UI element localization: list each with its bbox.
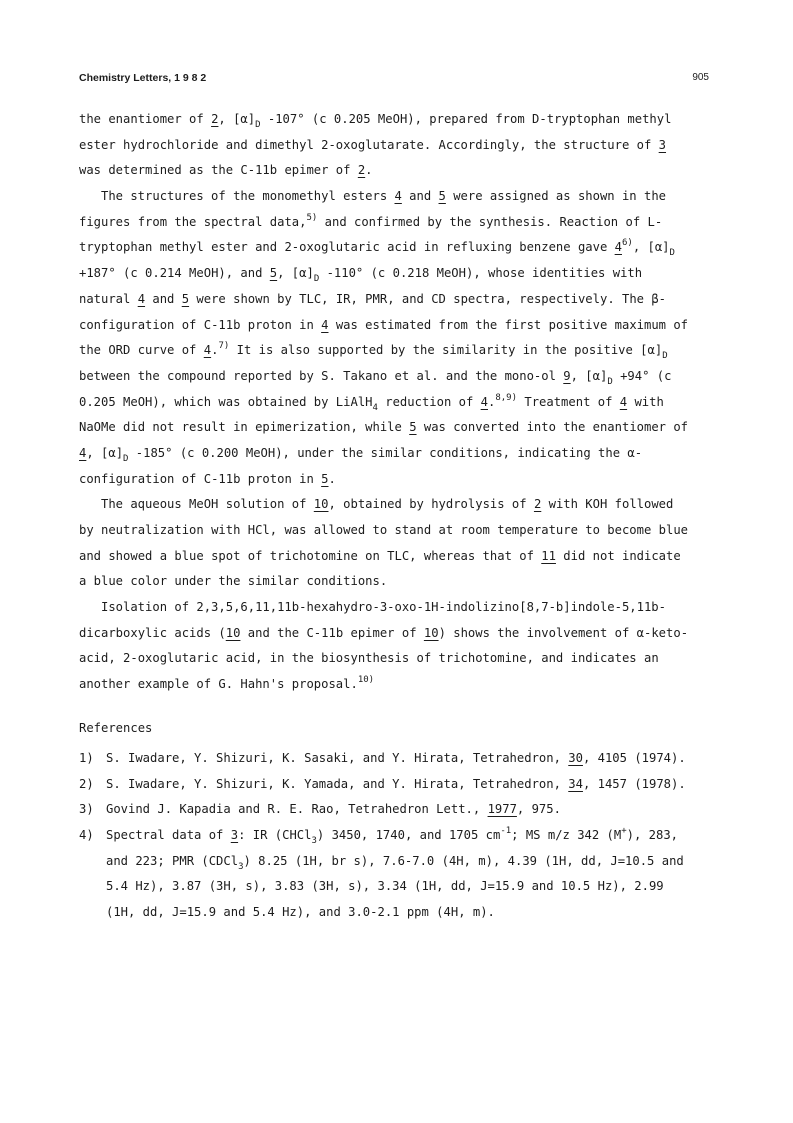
text-run: were assigned as shown in the [445,189,666,204]
body-line [79,261,719,287]
body-line [79,544,719,570]
text-run: configuration of C-11b proton in [79,317,322,332]
body-line [79,235,719,261]
text-run: tryptophan methyl ester and 2-oxoglutaric acid in refluxing benzene gave [79,240,615,255]
reference-number: 2) [79,776,94,791]
citation-superscript: 6) [621,238,633,249]
text-run: . [365,163,373,178]
text-run: -110° (c 0.218 MeOH), whose identities with [319,266,643,281]
text-run: the enantiomer of [79,112,212,126]
text-run: +187° (c 0.214 MeOH), and [79,266,270,281]
text-run: a blue color under the similar conditions. [79,574,388,589]
text-run: natural [79,291,138,306]
compound-ref: 2 [533,497,542,512]
references-list [79,746,719,926]
text-run: Treatment of [517,394,620,409]
text-run: ; MS m/z 342 (M [511,828,622,843]
compound-ref: 4 [79,445,87,460]
compound-ref: 10 [225,625,241,640]
volume-number: 1977 [487,802,517,817]
text-run: , 4105 (1974). [582,751,686,765]
body-line [79,518,719,544]
text-run: Govind J. Kapadia and R. E. Rao, Tetrahedron Lett., [106,802,488,817]
reference-continuation [79,874,719,900]
body-line [79,415,719,441]
text-run: acid, 2-oxoglutaric acid, in the biosynthesis of trichotomine, and indicates an [79,651,659,666]
reference-number: 3) [79,802,94,817]
body-line [79,287,719,313]
text-run: : IR (CHCl [238,828,312,843]
body-line [79,492,719,518]
compound-ref: 4 [321,317,329,332]
body-line [79,133,719,159]
text-run: . [488,394,496,409]
citation-superscript: 8,9) [495,392,518,403]
text-run: The structures of the monomethyl esters [101,189,395,204]
body-line [79,390,719,416]
superscript: -1 [500,826,512,837]
text-run: -107° (c 0.205 MeOH), prepared from D-tryptophan methyl [260,112,672,126]
subscript: D [669,248,675,259]
body-line [79,621,719,647]
compound-ref: 10 [313,497,329,512]
compound-ref: 4 [394,189,402,204]
compound-ref: 4 [480,394,488,409]
compound-ref: 2 [357,163,366,178]
text-run: configuration of C-11b proton in [79,471,322,486]
references-heading: References [79,721,153,735]
superscript: + [621,826,627,837]
text-run: was estimated from the first positive maximum of [328,317,689,332]
compound-ref: 3 [658,137,667,152]
subscript: D [607,376,613,387]
body-line [79,672,719,698]
text-run: dicarboxylic acids ( [79,625,226,640]
compound-ref: 4 [619,394,628,409]
text-run: and confirmed by the synthesis. Reaction of L- [317,214,663,229]
text-run: S. Iwadare, Y. Shizuri, K. Yamada, and Y. Hirata, Tetrahedron, [106,776,569,791]
compound-ref: 5 [438,189,446,204]
text-run: another example of G. Hahn's proposal. [79,677,358,692]
compound-ref: 5 [409,420,417,435]
text-run: reduction of [377,394,481,409]
body-line [79,338,719,364]
text-run: and [145,291,182,306]
text-run: S. Iwadare, Y. Shizuri, K. Sasaki, and Y. Hirata, Tetrahedron, [106,751,569,765]
text-run: were shown by TLC, IR, PMR, and CD spectra, respectively. The β- [189,291,667,306]
compound-ref: 11 [541,548,556,563]
text-run: and the C-11b epimer of [240,625,424,640]
subscript: D [123,453,129,464]
subscript: D [662,351,668,362]
text-run: ), 283, [626,828,679,843]
reference-continuation [79,849,719,875]
reference-item [79,823,719,849]
text-run: figures from the spectral data, [79,214,307,229]
text-run: , [α] [632,240,670,255]
citation-superscript: 7) [218,341,230,352]
body-line [79,184,719,210]
text-run: , obtained by hydrolysis of [328,497,534,512]
compound-ref: 5 [321,471,329,486]
citation-superscript: 10) [357,675,375,686]
reference-number: 4) [79,828,94,843]
text-run: , [α] [86,445,124,460]
subscript: 4 [372,402,378,413]
body-line [79,467,719,493]
text-run: 0.205 MeOH), which was obtained by LiAlH [79,394,373,409]
body-line [79,646,719,672]
body-line [79,569,719,595]
text-run: -185° (c 0.200 MeOH), under the similar conditions, indicating the α- [128,445,643,460]
text-run: the ORD curve of [79,343,204,358]
text-run: 5.4 Hz), 3.87 (3H, s), 3.83 (3H, s), 3.34 (1H, dd, J=15.9 and 10.5 Hz), 2.99 [106,879,664,894]
text-run: Isolation of 2,3,5,6,11,11b-hexahydro-3-oxo-1H-indolizino[8,7-b]indole-5,11b- [101,600,666,615]
compound-ref: 5 [181,291,190,306]
journal-title: Chemistry Letters, 1 9 8 2 [79,72,207,84]
volume-number: 30 [568,751,583,765]
text-run: with KOH followed [541,497,674,512]
body-line [79,107,719,133]
text-run: was determined as the C-11b epimer of [79,163,358,178]
text-run: ) 8.25 (1H, br s), 7.6-7.0 (4H, m), 4.39 (1H, dd, J=10.5 and [243,853,684,868]
page-number: 905 [692,72,709,83]
compound-ref: 4 [137,291,146,306]
body-line [79,158,719,184]
body-line [79,210,719,236]
compound-ref: 10 [423,625,439,640]
text-run: , [α] [570,368,608,383]
text-run: ) shows the involvement of α-keto- [438,625,689,640]
text-run: did not indicate [555,548,681,563]
subscript: 3 [311,836,317,847]
text-run: and [401,189,439,204]
reference-number: 1) [79,751,94,765]
text-run: , 1457 (1978). [582,776,686,791]
compound-ref: 4 [614,240,622,255]
text-run: NaOMe did not result in epimerization, while [79,420,410,435]
compound-ref: 2 [211,112,219,126]
subscript: D [313,274,320,285]
text-run: , [α] [218,112,256,126]
text-run: +94° (c [612,368,672,383]
compound-ref: 9 [563,368,571,383]
body-line [79,595,719,621]
text-run: between the compound reported by S. Takano et al. and the mono-ol [79,368,564,383]
subscript: 3 [238,861,244,872]
text-run: , 975. [516,802,561,817]
text-run: It is also supported by the similarity in the positive [α] [229,343,663,358]
article-body [79,107,719,698]
reference-item [79,746,719,772]
text-run: was converted into the enantiomer of [416,420,689,435]
text-run: The aqueous MeOH solution of [101,497,314,512]
text-run: ester hydrochloride and dimethyl 2-oxoglutarate. Accordingly, the structure of [79,137,659,152]
body-line [79,364,719,390]
volume-number: 34 [568,776,583,791]
citation-superscript: 5) [306,212,318,223]
text-run: ) 3450, 1740, and 1705 cm [316,828,501,843]
body-line [79,441,719,467]
reference-item [79,797,719,823]
text-run: . [211,343,219,358]
text-run: Spectral data of [106,828,231,843]
text-run: and showed a blue spot of trichotomine on TLC, whereas that of [79,548,542,563]
subscript: D [255,120,261,130]
compound-ref: 3 [230,828,239,843]
compound-ref: 5 [269,266,278,281]
compound-ref: 4 [203,343,212,358]
body-line [79,313,719,339]
text-run: by neutralization with HCl, was allowed to stand at room temperature to become blue [79,523,689,537]
reference-item [79,772,719,798]
text-run: , [α] [277,266,314,281]
text-run: and 223; PMR (CDCl [106,853,239,868]
text-run: with [627,394,664,409]
text-run: (1H, dd, J=15.9 and 5.4 Hz), and 3.0-2.1 ppm (4H, m). [106,905,495,920]
reference-continuation [79,900,719,926]
text-run: . [328,471,336,486]
